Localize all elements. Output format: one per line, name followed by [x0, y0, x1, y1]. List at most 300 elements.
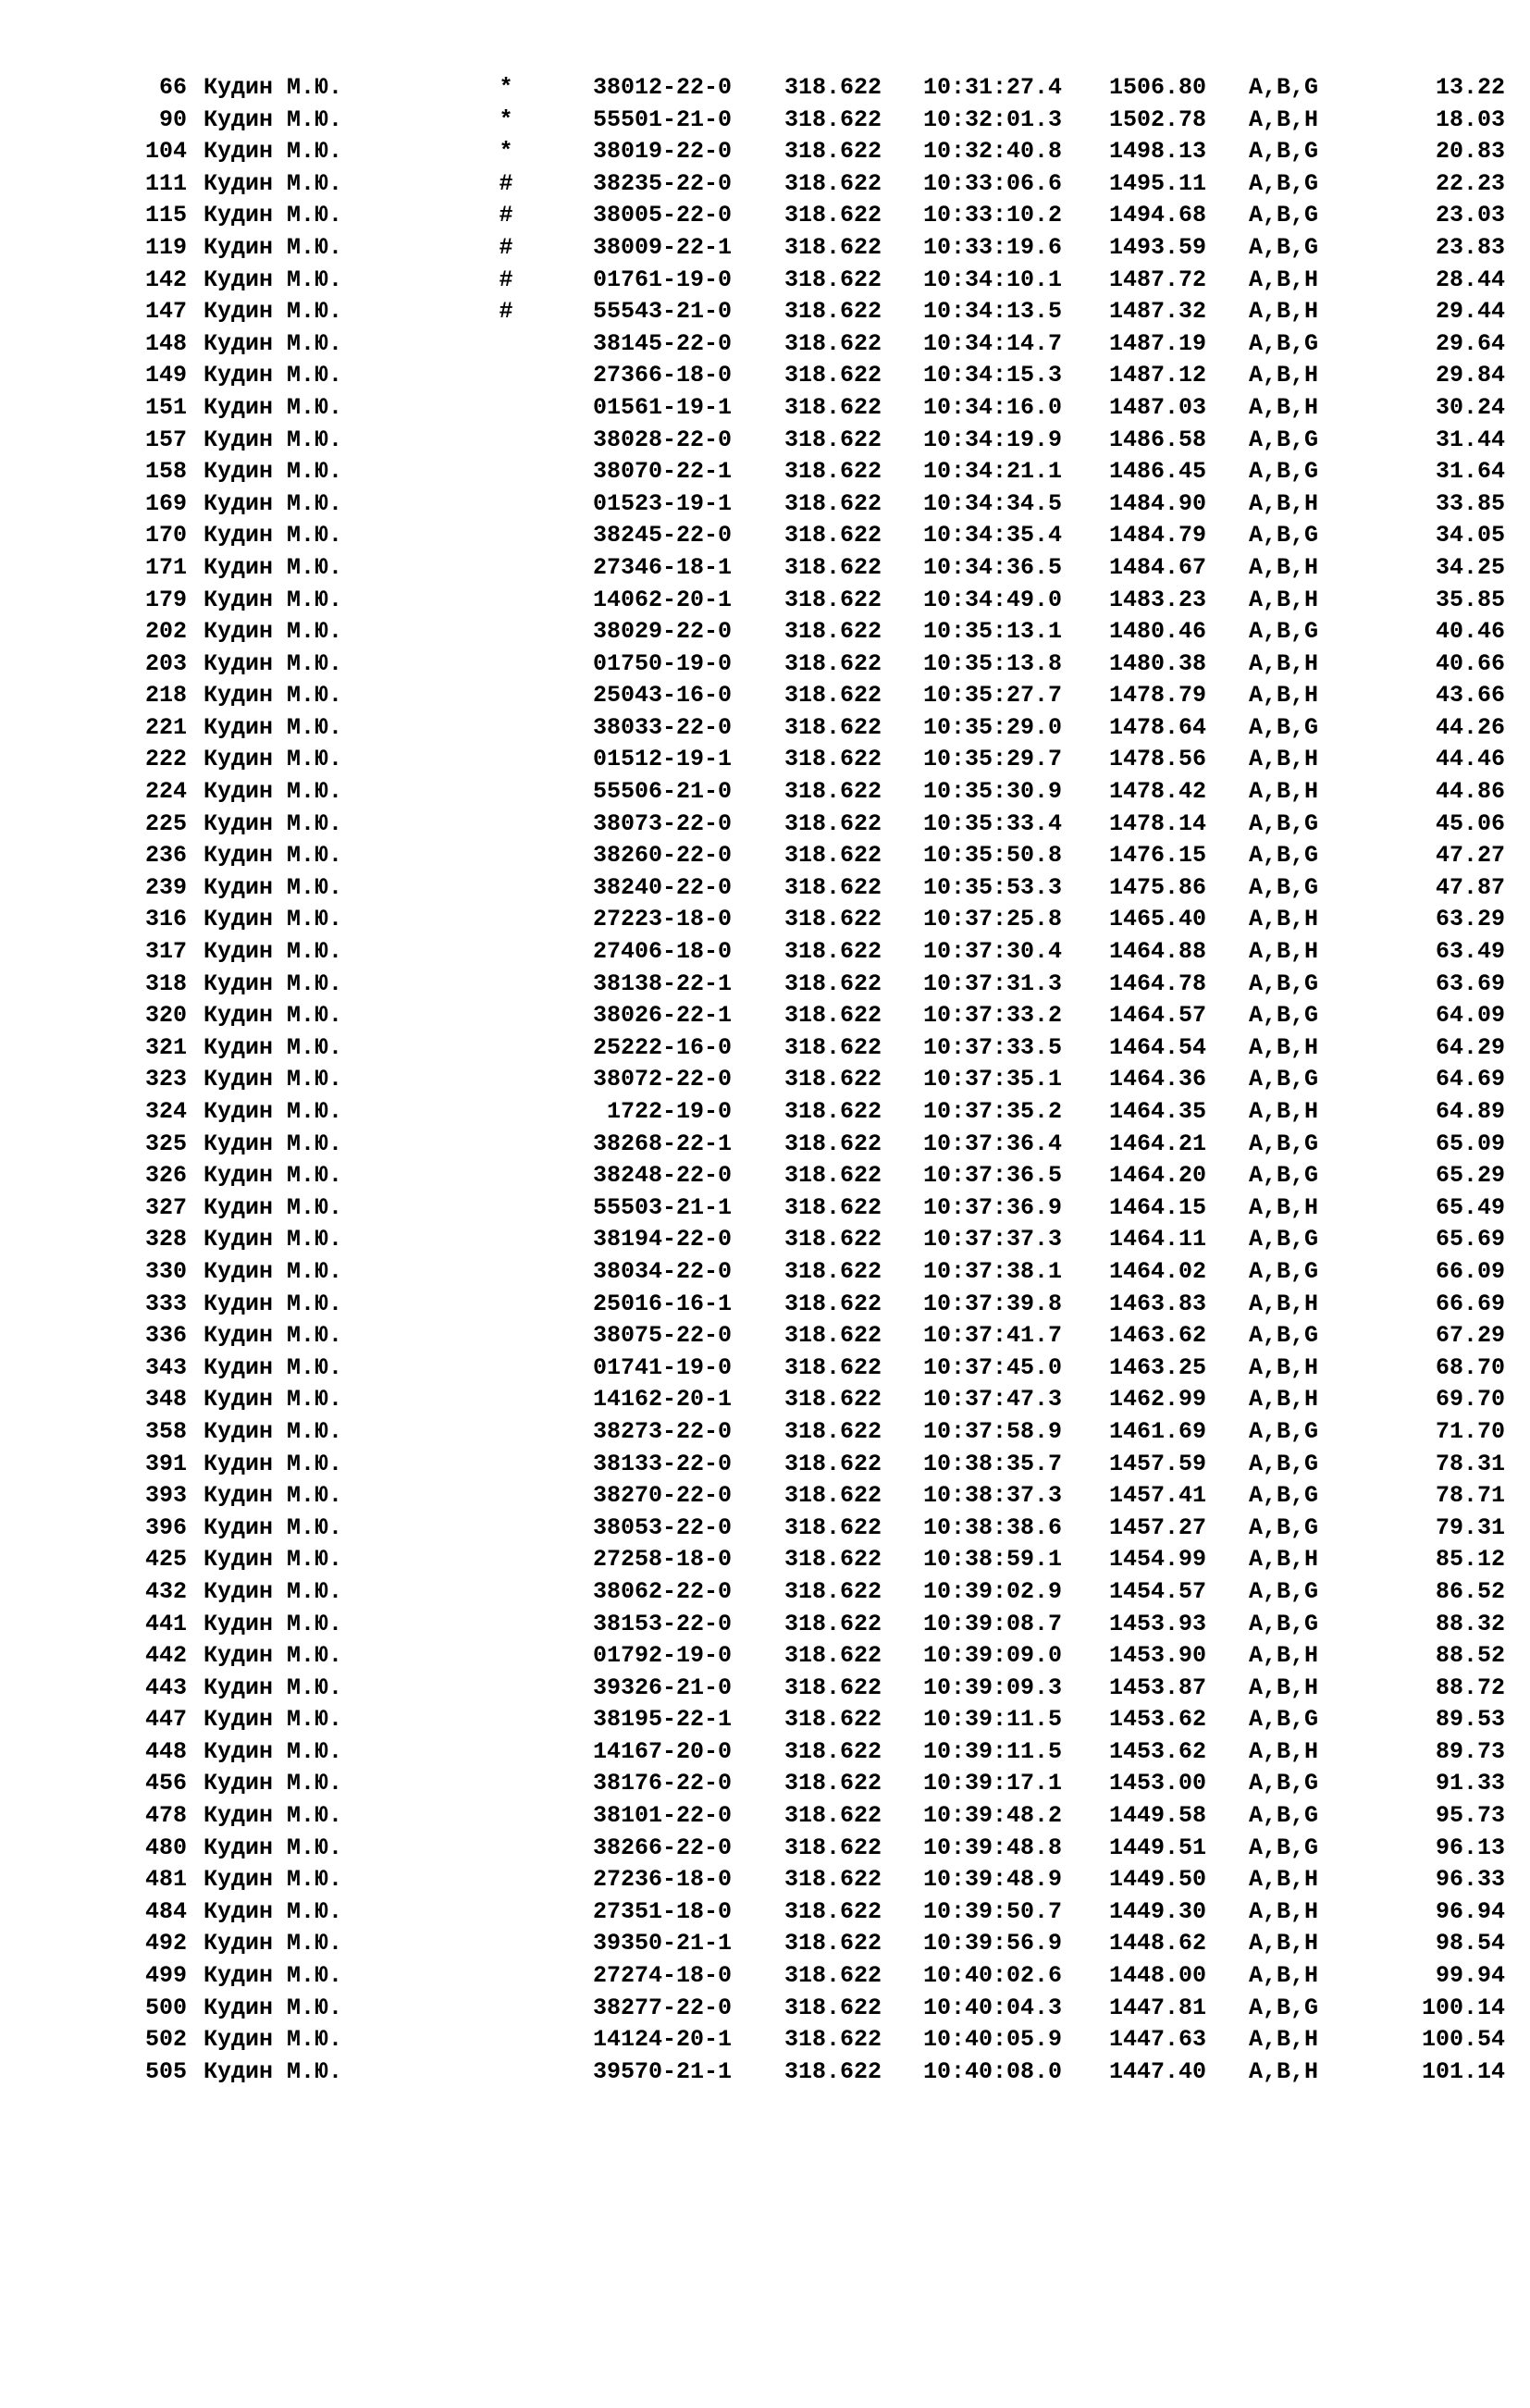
distance-cell: 318.622: [784, 969, 882, 997]
marker-cell: *: [499, 74, 513, 101]
place-cell: 484: [144, 1897, 187, 1925]
class-cell: A,B,H: [1249, 1290, 1319, 1317]
place-cell: 432: [144, 1577, 187, 1605]
class-cell: A,B,G: [1249, 522, 1319, 550]
speed-cell: 1453.87: [1109, 1673, 1207, 1701]
fancier-name-cell: Кудин М.Ю.: [204, 362, 343, 389]
fancier-name-cell: Кудин М.Ю.: [204, 649, 343, 677]
speed-cell: 1464.35: [1109, 1098, 1207, 1125]
fancier-name-cell: Кудин М.Ю.: [204, 778, 343, 806]
speed-cell: 1486.58: [1109, 426, 1207, 453]
ring-number-cell: 25222-16-0: [592, 1033, 732, 1061]
fancier-name-cell: Кудин М.Ю.: [204, 489, 343, 517]
class-cell: A,B,G: [1249, 1994, 1319, 2021]
ring-number-cell: 38235-22-0: [592, 169, 732, 197]
speed-cell: 1478.79: [1109, 682, 1207, 710]
fancier-name-cell: Кудин М.Ю.: [204, 713, 343, 741]
points-cell: 47.87: [1435, 873, 1505, 901]
arrival-time-cell: 10:37:45.0: [923, 1353, 1063, 1381]
speed-cell: 1464.54: [1109, 1033, 1207, 1061]
class-cell: A,B,G: [1249, 1482, 1319, 1510]
place-cell: 147: [144, 298, 187, 326]
class-cell: A,B,G: [1249, 1513, 1319, 1541]
fancier-name-cell: Кудин М.Ю.: [204, 938, 343, 966]
place-cell: 224: [144, 778, 187, 806]
arrival-time-cell: 10:35:53.3: [923, 873, 1063, 901]
table-row: [0, 425, 1530, 457]
distance-cell: 318.622: [784, 298, 882, 326]
distance-cell: 318.622: [784, 1257, 882, 1285]
fancier-name-cell: Кудин М.Ю.: [204, 1130, 343, 1157]
arrival-time-cell: 10:34:10.1: [923, 265, 1063, 293]
class-cell: A,B,G: [1249, 873, 1319, 901]
speed-cell: 1464.57: [1109, 1002, 1207, 1030]
class-cell: A,B,G: [1249, 1066, 1319, 1093]
class-cell: A,B,G: [1249, 138, 1319, 166]
points-cell: 88.72: [1435, 1673, 1505, 1701]
ring-number-cell: 01761-19-0: [592, 265, 732, 293]
ring-number-cell: 38240-22-0: [592, 873, 732, 901]
class-cell: A,B,G: [1249, 1450, 1319, 1477]
speed-cell: 1463.83: [1109, 1290, 1207, 1317]
distance-cell: 318.622: [784, 1706, 882, 1734]
arrival-time-cell: 10:33:10.2: [923, 202, 1063, 229]
table-row: [0, 1544, 1530, 1576]
arrival-time-cell: 10:37:33.5: [923, 1033, 1063, 1061]
arrival-time-cell: 10:35:13.8: [923, 649, 1063, 677]
distance-cell: 318.622: [784, 938, 882, 966]
speed-cell: 1448.00: [1109, 1962, 1207, 1990]
arrival-time-cell: 10:35:13.1: [923, 618, 1063, 646]
arrival-time-cell: 10:37:41.7: [923, 1322, 1063, 1350]
speed-cell: 1484.90: [1109, 489, 1207, 517]
fancier-name-cell: Кудин М.Ю.: [204, 1193, 343, 1221]
class-cell: A,B,G: [1249, 74, 1319, 101]
place-cell: 442: [144, 1642, 187, 1670]
class-cell: A,B,H: [1249, 649, 1319, 677]
class-cell: A,B,H: [1249, 1897, 1319, 1925]
arrival-time-cell: 10:37:35.2: [923, 1098, 1063, 1125]
fancier-name-cell: Кудин М.Ю.: [204, 553, 343, 581]
speed-cell: 1483.23: [1109, 586, 1207, 613]
fancier-name-cell: Кудин М.Ю.: [204, 458, 343, 486]
distance-cell: 318.622: [784, 2026, 882, 2054]
ring-number-cell: 01523-19-1: [592, 489, 732, 517]
ring-number-cell: 01750-19-0: [592, 649, 732, 677]
arrival-time-cell: 10:39:48.8: [923, 1834, 1063, 1861]
fancier-name-cell: Кудин М.Ю.: [204, 1546, 343, 1574]
speed-cell: 1478.14: [1109, 809, 1207, 837]
arrival-time-cell: 10:35:33.4: [923, 809, 1063, 837]
ring-number-cell: 01792-19-0: [592, 1642, 732, 1670]
speed-cell: 1447.81: [1109, 1994, 1207, 2021]
class-cell: A,B,H: [1249, 362, 1319, 389]
place-cell: 170: [144, 522, 187, 550]
distance-cell: 318.622: [784, 1193, 882, 1221]
speed-cell: 1495.11: [1109, 169, 1207, 197]
distance-cell: 318.622: [784, 2057, 882, 2085]
fancier-name-cell: Кудин М.Ю.: [204, 138, 343, 166]
place-cell: 66: [158, 74, 187, 101]
place-cell: 221: [144, 713, 187, 741]
place-cell: 505: [144, 2057, 187, 2085]
class-cell: A,B,H: [1249, 393, 1319, 421]
points-cell: 78.71: [1435, 1482, 1505, 1510]
fancier-name-cell: Кудин М.Ю.: [204, 1257, 343, 1285]
class-cell: A,B,H: [1249, 586, 1319, 613]
distance-cell: 318.622: [784, 1962, 882, 1990]
table-row: [0, 72, 1530, 105]
fancier-name-cell: Кудин М.Ю.: [204, 522, 343, 550]
table-row: [0, 105, 1530, 137]
fancier-name-cell: Кудин М.Ю.: [204, 618, 343, 646]
ring-number-cell: 25043-16-0: [592, 682, 732, 710]
place-cell: 90: [158, 105, 187, 133]
arrival-time-cell: 10:37:38.1: [923, 1257, 1063, 1285]
table-row: [0, 1928, 1530, 1960]
arrival-time-cell: 10:35:29.7: [923, 746, 1063, 773]
table-row: [0, 1480, 1530, 1513]
speed-cell: 1498.13: [1109, 138, 1207, 166]
class-cell: A,B,H: [1249, 1737, 1319, 1765]
class-cell: A,B,G: [1249, 1706, 1319, 1734]
points-cell: 63.49: [1435, 938, 1505, 966]
ring-number-cell: 27223-18-0: [592, 906, 732, 933]
distance-cell: 318.622: [784, 1770, 882, 1797]
points-cell: 96.94: [1435, 1897, 1505, 1925]
ring-number-cell: 38026-22-1: [592, 1002, 732, 1030]
distance-cell: 318.622: [784, 649, 882, 677]
place-cell: 499: [144, 1962, 187, 1990]
distance-cell: 318.622: [784, 1577, 882, 1605]
points-cell: 28.44: [1435, 265, 1505, 293]
marker-cell: #: [499, 265, 513, 293]
place-cell: 111: [144, 169, 187, 197]
fancier-name-cell: Кудин М.Ю.: [204, 1642, 343, 1670]
place-cell: 142: [144, 265, 187, 293]
ring-number-cell: 27351-18-0: [592, 1897, 732, 1925]
speed-cell: 1487.12: [1109, 362, 1207, 389]
distance-cell: 318.622: [784, 105, 882, 133]
distance-cell: 318.622: [784, 1226, 882, 1253]
speed-cell: 1453.62: [1109, 1706, 1207, 1734]
ring-number-cell: 38176-22-0: [592, 1770, 732, 1797]
place-cell: 320: [144, 1002, 187, 1030]
points-cell: 29.84: [1435, 362, 1505, 389]
class-cell: A,B,G: [1249, 1130, 1319, 1157]
class-cell: A,B,G: [1249, 1002, 1319, 1030]
ring-number-cell: 38194-22-0: [592, 1226, 732, 1253]
speed-cell: 1454.57: [1109, 1577, 1207, 1605]
distance-cell: 318.622: [784, 233, 882, 261]
fancier-name-cell: Кудин М.Ю.: [204, 1386, 343, 1414]
points-cell: 91.33: [1435, 1770, 1505, 1797]
arrival-time-cell: 10:38:38.6: [923, 1513, 1063, 1541]
points-cell: 44.86: [1435, 778, 1505, 806]
table-row: [0, 1704, 1530, 1736]
place-cell: 343: [144, 1353, 187, 1381]
place-cell: 236: [144, 842, 187, 870]
ring-number-cell: 27346-18-1: [592, 553, 732, 581]
speed-cell: 1465.40: [1109, 906, 1207, 933]
class-cell: A,B,G: [1249, 202, 1319, 229]
marker-cell: #: [499, 233, 513, 261]
points-cell: 34.25: [1435, 553, 1505, 581]
class-cell: A,B,G: [1249, 1610, 1319, 1637]
arrival-time-cell: 10:34:15.3: [923, 362, 1063, 389]
points-cell: 66.69: [1435, 1290, 1505, 1317]
class-cell: A,B,H: [1249, 1866, 1319, 1894]
speed-cell: 1448.62: [1109, 1930, 1207, 1957]
class-cell: A,B,H: [1249, 1033, 1319, 1061]
place-cell: 336: [144, 1322, 187, 1350]
class-cell: A,B,G: [1249, 1257, 1319, 1285]
speed-cell: 1454.99: [1109, 1546, 1207, 1574]
fancier-name-cell: Кудин М.Ю.: [204, 969, 343, 997]
arrival-time-cell: 10:38:59.1: [923, 1546, 1063, 1574]
table-row: [0, 1513, 1530, 1545]
distance-cell: 318.622: [784, 1737, 882, 1765]
place-cell: 448: [144, 1737, 187, 1765]
ring-number-cell: 38029-22-0: [592, 618, 732, 646]
arrival-time-cell: 10:39:09.0: [923, 1642, 1063, 1670]
class-cell: A,B,G: [1249, 1162, 1319, 1190]
fancier-name-cell: Кудин М.Ю.: [204, 1834, 343, 1861]
arrival-time-cell: 10:35:27.7: [923, 682, 1063, 710]
place-cell: 324: [144, 1098, 187, 1125]
ring-number-cell: 55506-21-0: [592, 778, 732, 806]
fancier-name-cell: Кудин М.Ю.: [204, 1322, 343, 1350]
points-cell: 100.14: [1421, 1994, 1505, 2021]
class-cell: A,B,H: [1249, 778, 1319, 806]
points-cell: 98.54: [1435, 1930, 1505, 1957]
fancier-name-cell: Кудин М.Ю.: [204, 1066, 343, 1093]
fancier-name-cell: Кудин М.Ю.: [204, 1737, 343, 1765]
arrival-time-cell: 10:37:25.8: [923, 906, 1063, 933]
fancier-name-cell: Кудин М.Ю.: [204, 74, 343, 101]
place-cell: 396: [144, 1513, 187, 1541]
arrival-time-cell: 10:37:30.4: [923, 938, 1063, 966]
fancier-name-cell: Кудин М.Ю.: [204, 1577, 343, 1605]
points-cell: 65.49: [1435, 1193, 1505, 1221]
points-cell: 99.94: [1435, 1962, 1505, 1990]
table-row: [0, 872, 1530, 905]
table-row: [0, 520, 1530, 552]
ring-number-cell: 39326-21-0: [592, 1673, 732, 1701]
place-cell: 239: [144, 873, 187, 901]
class-cell: A,B,H: [1249, 2057, 1319, 2085]
arrival-time-cell: 10:35:29.0: [923, 713, 1063, 741]
class-cell: A,B,G: [1249, 233, 1319, 261]
speed-cell: 1449.58: [1109, 1802, 1207, 1830]
distance-cell: 318.622: [784, 1033, 882, 1061]
speed-cell: 1486.45: [1109, 458, 1207, 486]
fancier-name-cell: Кудин М.Ю.: [204, 1673, 343, 1701]
distance-cell: 318.622: [784, 682, 882, 710]
table-row: [0, 392, 1530, 425]
fancier-name-cell: Кудин М.Ю.: [204, 1002, 343, 1030]
arrival-time-cell: 10:39:09.3: [923, 1673, 1063, 1701]
arrival-time-cell: 10:34:13.5: [923, 298, 1063, 326]
class-cell: A,B,G: [1249, 329, 1319, 357]
distance-cell: 318.622: [784, 1353, 882, 1381]
ring-number-cell: 38028-22-0: [592, 426, 732, 453]
fancier-name-cell: Кудин М.Ю.: [204, 2026, 343, 2054]
speed-cell: 1464.11: [1109, 1226, 1207, 1253]
points-cell: 20.83: [1435, 138, 1505, 166]
fancier-name-cell: Кудин М.Ю.: [204, 1290, 343, 1317]
table-row: [0, 840, 1530, 872]
table-row: [0, 1064, 1530, 1096]
fancier-name-cell: Кудин М.Ю.: [204, 298, 343, 326]
place-cell: 115: [144, 202, 187, 229]
place-cell: 492: [144, 1930, 187, 1957]
points-cell: 23.83: [1435, 233, 1505, 261]
class-cell: A,B,G: [1249, 969, 1319, 997]
class-cell: A,B,H: [1249, 265, 1319, 293]
ring-number-cell: 38009-22-1: [592, 233, 732, 261]
place-cell: 443: [144, 1673, 187, 1701]
arrival-time-cell: 10:40:08.0: [923, 2057, 1063, 2085]
table-row: [0, 232, 1530, 265]
place-cell: 179: [144, 586, 187, 613]
speed-cell: 1487.72: [1109, 265, 1207, 293]
points-cell: 44.26: [1435, 713, 1505, 741]
class-cell: A,B,H: [1249, 298, 1319, 326]
arrival-time-cell: 10:39:48.9: [923, 1866, 1063, 1894]
place-cell: 218: [144, 682, 187, 710]
arrival-time-cell: 10:37:37.3: [923, 1226, 1063, 1253]
class-cell: A,B,G: [1249, 1417, 1319, 1445]
points-cell: 45.06: [1435, 809, 1505, 837]
arrival-time-cell: 10:40:04.3: [923, 1994, 1063, 2021]
fancier-name-cell: Кудин М.Ю.: [204, 1513, 343, 1541]
ring-number-cell: 38138-22-1: [592, 969, 732, 997]
ring-number-cell: 39350-21-1: [592, 1930, 732, 1957]
place-cell: 348: [144, 1386, 187, 1414]
place-cell: 480: [144, 1834, 187, 1861]
table-row: [0, 296, 1530, 328]
arrival-time-cell: 10:38:37.3: [923, 1482, 1063, 1510]
points-cell: 64.69: [1435, 1066, 1505, 1093]
points-cell: 71.70: [1435, 1417, 1505, 1445]
distance-cell: 318.622: [784, 842, 882, 870]
ring-number-cell: 01741-19-0: [592, 1353, 732, 1381]
ring-number-cell: 38266-22-0: [592, 1834, 732, 1861]
ring-number-cell: 38268-22-1: [592, 1130, 732, 1157]
fancier-name-cell: Кудин М.Ю.: [204, 1353, 343, 1381]
arrival-time-cell: 10:34:19.9: [923, 426, 1063, 453]
table-row: [0, 1160, 1530, 1192]
table-row: [0, 1640, 1530, 1673]
distance-cell: 318.622: [784, 1290, 882, 1317]
speed-cell: 1453.00: [1109, 1770, 1207, 1797]
table-row: [0, 1129, 1530, 1161]
distance-cell: 318.622: [784, 746, 882, 773]
table-row: [0, 585, 1530, 617]
class-cell: A,B,G: [1249, 1226, 1319, 1253]
place-cell: 202: [144, 618, 187, 646]
fancier-name-cell: Кудин М.Ю.: [204, 809, 343, 837]
table-row: [0, 360, 1530, 392]
arrival-time-cell: 10:39:11.5: [923, 1737, 1063, 1765]
distance-cell: 318.622: [784, 1610, 882, 1637]
place-cell: 203: [144, 649, 187, 677]
points-cell: 31.64: [1435, 458, 1505, 486]
place-cell: 318: [144, 969, 187, 997]
class-cell: A,B,G: [1249, 713, 1319, 741]
speed-cell: 1457.27: [1109, 1513, 1207, 1541]
fancier-name-cell: Кудин М.Ю.: [204, 393, 343, 421]
place-cell: 149: [144, 362, 187, 389]
fancier-name-cell: Кудин М.Ю.: [204, 233, 343, 261]
distance-cell: 318.622: [784, 489, 882, 517]
distance-cell: 318.622: [784, 265, 882, 293]
distance-cell: 318.622: [784, 1482, 882, 1510]
fancier-name-cell: Кудин М.Ю.: [204, 1866, 343, 1894]
table-row: [0, 168, 1530, 201]
class-cell: A,B,H: [1249, 1193, 1319, 1221]
place-cell: 327: [144, 1193, 187, 1221]
arrival-time-cell: 10:37:47.3: [923, 1386, 1063, 1414]
class-cell: A,B,H: [1249, 1353, 1319, 1381]
arrival-time-cell: 10:39:11.5: [923, 1706, 1063, 1734]
fancier-name-cell: Кудин М.Ю.: [204, 169, 343, 197]
speed-cell: 1457.41: [1109, 1482, 1207, 1510]
points-cell: 33.85: [1435, 489, 1505, 517]
class-cell: A,B,H: [1249, 489, 1319, 517]
ring-number-cell: 39570-21-1: [592, 2057, 732, 2085]
fancier-name-cell: Кудин М.Ю.: [204, 1450, 343, 1477]
speed-cell: 1453.62: [1109, 1737, 1207, 1765]
class-cell: A,B,H: [1249, 2026, 1319, 2054]
speed-cell: 1461.69: [1109, 1417, 1207, 1445]
points-cell: 63.69: [1435, 969, 1505, 997]
fancier-name-cell: Кудин М.Ю.: [204, 202, 343, 229]
speed-cell: 1457.59: [1109, 1450, 1207, 1477]
distance-cell: 318.622: [784, 1417, 882, 1445]
place-cell: 425: [144, 1546, 187, 1574]
points-cell: 18.03: [1435, 105, 1505, 133]
distance-cell: 318.622: [784, 553, 882, 581]
fancier-name-cell: Кудин М.Ю.: [204, 329, 343, 357]
points-cell: 64.29: [1435, 1033, 1505, 1061]
points-cell: 63.29: [1435, 906, 1505, 933]
marker-cell: *: [499, 138, 513, 166]
fancier-name-cell: Кудин М.Ю.: [204, 1033, 343, 1061]
distance-cell: 318.622: [784, 1513, 882, 1541]
fancier-name-cell: Кудин М.Ю.: [204, 1994, 343, 2021]
table-row: [0, 1224, 1530, 1256]
table-row: [0, 1960, 1530, 1993]
points-cell: 69.70: [1435, 1386, 1505, 1414]
points-cell: 78.31: [1435, 1450, 1505, 1477]
distance-cell: 318.622: [784, 1066, 882, 1093]
class-cell: A,B,H: [1249, 1962, 1319, 1990]
distance-cell: 318.622: [784, 1130, 882, 1157]
points-cell: 66.09: [1435, 1257, 1505, 1285]
place-cell: 222: [144, 746, 187, 773]
speed-cell: 1506.80: [1109, 74, 1207, 101]
distance-cell: 318.622: [784, 202, 882, 229]
table-row: [0, 809, 1530, 841]
marker-cell: #: [499, 298, 513, 326]
distance-cell: 318.622: [784, 618, 882, 646]
table-row: [0, 1993, 1530, 2025]
speed-cell: 1463.25: [1109, 1353, 1207, 1381]
distance-cell: 318.622: [784, 138, 882, 166]
arrival-time-cell: 10:37:36.4: [923, 1130, 1063, 1157]
